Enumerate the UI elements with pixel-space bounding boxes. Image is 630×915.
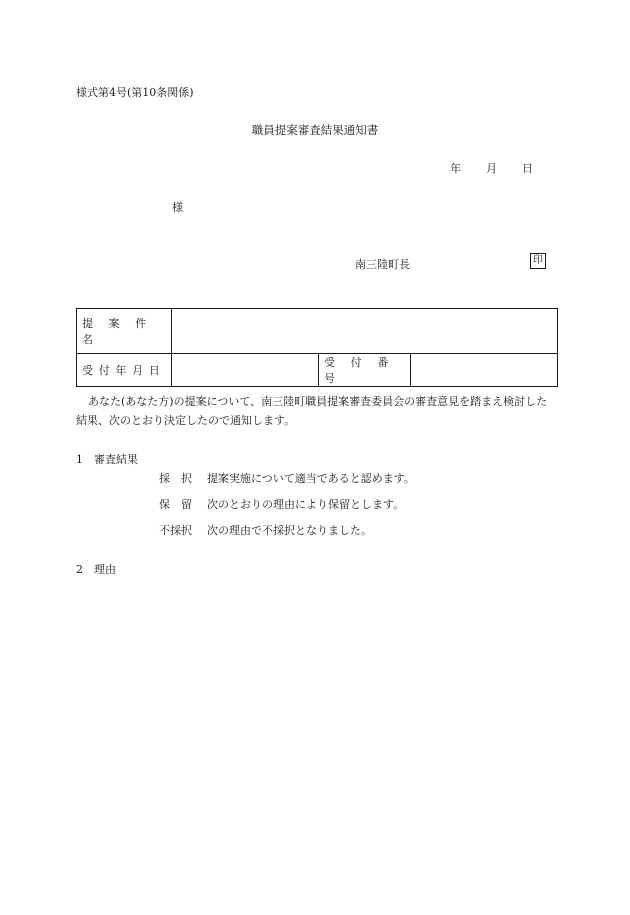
section-2-heading: 2 理由 bbox=[76, 563, 116, 576]
proposal-name-label: 提 案 件 名 bbox=[77, 309, 172, 354]
result-pending bbox=[159, 496, 404, 512]
result-text: 提案実施について適当であると認めます。 bbox=[207, 472, 415, 485]
received-date-field[interactable] bbox=[172, 354, 319, 387]
date-month-label: 月 bbox=[486, 162, 497, 175]
result-label: 採 択 bbox=[159, 472, 192, 485]
result-text: 次のとおりの理由により保留とします。 bbox=[207, 498, 405, 511]
date-line bbox=[450, 160, 533, 176]
form-number: 様式第4号(第10条関係) bbox=[76, 86, 194, 99]
seal-mark: 印 bbox=[530, 253, 546, 269]
document-title: 職員提案審査結果通知書 bbox=[251, 123, 379, 137]
issuer-name: 南三陸町長 bbox=[355, 258, 410, 271]
received-number-field[interactable] bbox=[411, 354, 558, 387]
addressee-suffix: 様 bbox=[172, 201, 183, 214]
result-rejected bbox=[159, 522, 372, 538]
proposal-info-table bbox=[76, 308, 558, 387]
section-1-heading: 1 審査結果 bbox=[76, 453, 138, 466]
result-text: 次の理由で不採択となりました。 bbox=[207, 524, 372, 537]
proposal-name-field[interactable] bbox=[172, 309, 558, 354]
date-day-label: 日 bbox=[522, 162, 533, 175]
received-date-label: 受 付 年 月 日 bbox=[77, 354, 172, 387]
result-adopted bbox=[159, 470, 415, 486]
received-number-label: 受 付 番 号 bbox=[319, 354, 411, 387]
table-row bbox=[77, 309, 558, 354]
result-label: 不採択 bbox=[159, 524, 192, 537]
table-row bbox=[77, 354, 558, 387]
date-year-label: 年 bbox=[450, 162, 461, 175]
result-label: 保 留 bbox=[159, 498, 192, 511]
body-paragraph: あなた(あなた方)の提案について、南三陸町職員提案審査委員会の審査意見を踏まえ検討した結果、次のとおり決定したので通知します。 bbox=[76, 395, 548, 427]
